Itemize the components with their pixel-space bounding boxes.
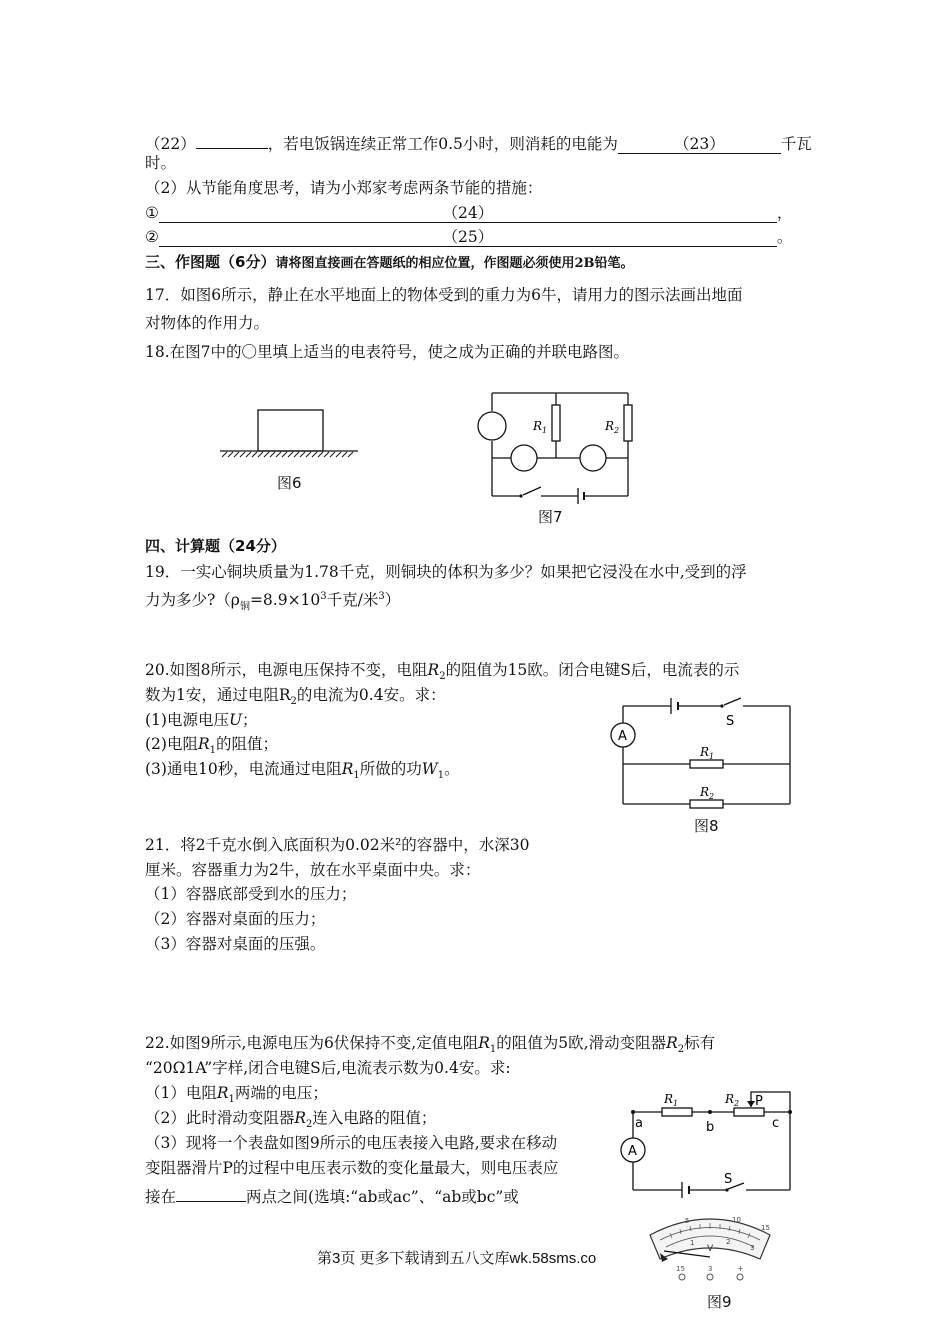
fig6-caption: 图6 — [277, 474, 302, 492]
fig9-r2 — [734, 1108, 764, 1116]
ground-hatching — [222, 452, 353, 457]
section3-heading: 三、作图题（6分）请将图直接画在答题纸的相应位置，作图题必须使用2B铅笔。 — [145, 253, 634, 271]
fig9-c-label: c — [772, 1116, 780, 1131]
q17-line2: 对物体的作用力。 — [145, 314, 270, 332]
svg-text:+: + — [737, 1264, 744, 1273]
fig7-r1 — [552, 405, 560, 441]
svg-text:2: 2 — [726, 1238, 731, 1246]
q19-line1: 19．一实心铜块质量为1.78千克，则铜块的体积为多少？如果把它浸没在水中,受到的浮 — [145, 563, 747, 581]
svg-text:3: 3 — [750, 1244, 755, 1252]
q16-line1: （22） ，若电饭锅连续正常工作0.5小时，则消耗的电能为 （23） 千瓦 — [145, 128, 812, 155]
measure-2: ② （25） 。 — [145, 228, 793, 246]
q21-part2: （2）容器对桌面的压力； — [145, 910, 326, 928]
blank-24[interactable]: （24） — [159, 202, 777, 223]
q20-part1: (1)电源电压U； — [145, 711, 258, 729]
measure-1: ① （24） ， — [145, 204, 793, 222]
q22-part2: （2）此时滑动变阻器$R_2$连入电路的阻值； — [145, 1109, 437, 1131]
q20-part3: (3)通电10秒，电流通过电阻$R_1$所做的功$W_1$。 — [145, 760, 460, 782]
block-object — [258, 410, 323, 451]
fig9-slider-arrow — [747, 1101, 755, 1107]
q18: 18.在图7中的〇里填上适当的电表符号，使之成为正确的并联电路图。 — [145, 343, 630, 361]
fig7-meter-2 — [511, 445, 537, 471]
fig9-p-label: P — [755, 1094, 763, 1109]
q21-part1: （1）容器底部受到水的压力； — [145, 885, 357, 903]
svg-text:5: 5 — [685, 1217, 690, 1225]
svg-text:15: 15 — [676, 1265, 685, 1273]
q17-line1: 17．如图6所示，静止在水平地面上的物体受到的重力为6牛，请用力的图示法画出地面 — [145, 286, 743, 304]
fig9-ammeter-label: A — [628, 1144, 637, 1159]
q22-part3-line1: （3）现将一个表盘如图9所示的电压表接入电路,要求在移动 — [145, 1134, 558, 1152]
q22-part3-line3: 接在 两点之间(选填:“ab或ac”、“ab或bc”或 — [145, 1181, 519, 1208]
terminal-15 — [679, 1274, 685, 1280]
fig8-switch-label: S — [726, 714, 735, 729]
fig8-ammeter-label: A — [618, 729, 627, 744]
q20-line1: 20.如图8所示，电源电压保持不变，电阻$R_2$的阻值为15欧。闭合电键S后，电流表的示 — [145, 661, 740, 683]
q19-line2: 力为多少$?(\rho_铜=8.9\times 10^3$千克/米$^3$） — [145, 591, 401, 613]
q21-part3: （3）容器对桌面的压强。 — [145, 935, 326, 953]
figure-7 — [475, 385, 635, 510]
page-footer: 第3页 更多下载请到五八文库wk.58sms.co — [317, 1250, 597, 1267]
q22-part3-line2: 变阻器滑片P的过程中电压表示数的变化量最大，则电压表应 — [145, 1159, 559, 1177]
fig9-r2-label: $R_2$ — [725, 1092, 740, 1108]
fig9-r1 — [662, 1108, 692, 1116]
q22-line1: 22.如图9所示,电源电压为6伏保持不变,定值电阻$R_1$的阻值为5欧,滑动变阻器$R_2$标有 — [145, 1034, 716, 1056]
voltmeter-v-label: V — [707, 1244, 714, 1254]
q21-line1: 21．将2千克水倒入底面积为0.02米²的容器中，水深30 — [145, 836, 530, 854]
figure-9-circuit — [612, 1083, 812, 1203]
q20-line2: 数为1安，通过电阻$R_2$的电流为0.4安。求： — [145, 686, 446, 708]
fig8-r1-label: $R_1$ — [700, 745, 715, 761]
blank-23[interactable]: （23） — [618, 133, 781, 154]
fig9-b-label: b — [706, 1120, 715, 1135]
fig8-caption: 图8 — [694, 817, 719, 835]
fig7-caption: 图7 — [538, 508, 563, 526]
fig9-caption: 图9 — [707, 1293, 732, 1311]
svg-text:3: 3 — [708, 1265, 713, 1273]
blank-points[interactable] — [176, 1181, 246, 1202]
fig8-switch — [724, 698, 741, 705]
fig7-r1-label: $R_1$ — [533, 419, 548, 435]
fig7-r2-label: $R_2$ — [605, 419, 620, 435]
fig7-switch — [523, 487, 541, 495]
q16-line2: 时。 — [145, 154, 177, 172]
q21-line2: 厘米。容器重力为2牛，放在水平桌面中央。求： — [145, 861, 481, 879]
fig7-meter-3 — [580, 445, 606, 471]
svg-text:1: 1 — [690, 1239, 695, 1247]
fig9-a-label: a — [635, 1116, 643, 1131]
q22-line2: “20Ω1A”字样,闭合电键S后,电流表示数为0.4安。求: — [145, 1059, 511, 1077]
q16-part2: （2）从节能角度思考，请为小郑家考虑两条节能的措施： — [145, 179, 543, 197]
terminal-3 — [707, 1274, 713, 1280]
fig8-r1 — [690, 760, 723, 768]
section4-heading: 四、计算题（24分） — [145, 537, 286, 555]
fig7-meter-1 — [478, 412, 506, 440]
q22-part1: （1）电阻$R_1$两端的电压； — [145, 1084, 328, 1106]
fig8-r2 — [690, 800, 723, 808]
fig8-r2-label: $R_2$ — [700, 785, 715, 801]
fig9-switch-label: S — [724, 1172, 733, 1187]
terminal-plus — [737, 1274, 743, 1280]
svg-text:15: 15 — [761, 1224, 770, 1232]
figure-9-voltmeter — [640, 1207, 780, 1287]
fig9-r1-label: $R_1$ — [664, 1092, 679, 1108]
figure-8 — [603, 690, 803, 810]
blank-22[interactable] — [196, 128, 268, 149]
svg-text:10: 10 — [732, 1216, 741, 1224]
q20-part2: (2)电阻$R_1$的阻值； — [145, 735, 279, 757]
blank-25[interactable]: （25） — [159, 226, 777, 247]
fig7-r2 — [624, 405, 632, 441]
